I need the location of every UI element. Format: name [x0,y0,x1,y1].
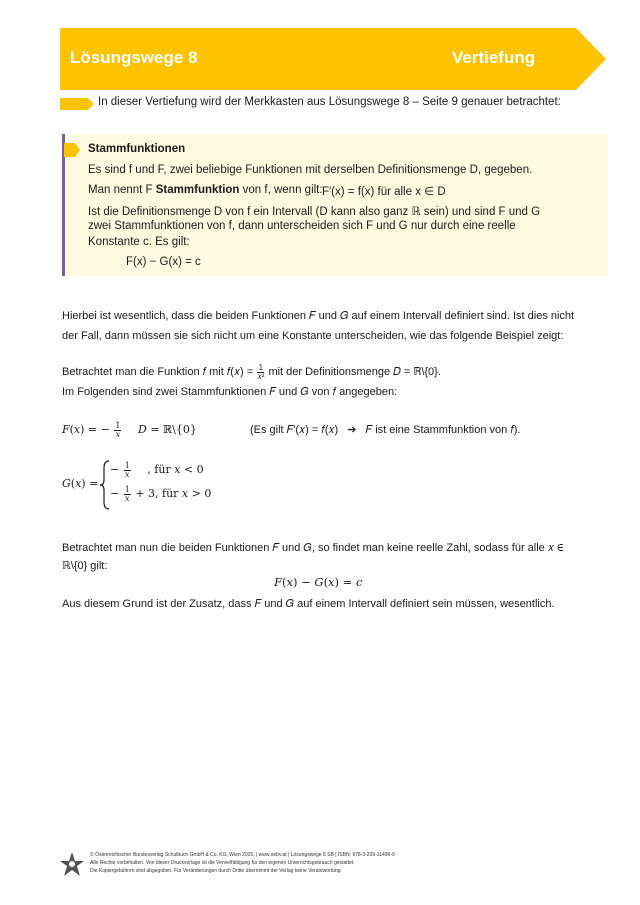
intro-arrow-icon [60,98,94,110]
F-lhs: 𝐹(𝑥) = − [62,423,110,436]
G-case-1: − $\frac{1}{\text{𝑥}}$ , für 𝑥 < 0 [110,460,204,479]
para4-line1: Betrachtet man nun die beiden Funktionen 𝐹 und 𝐺, so findet man keine reelle Zahl, sodass für alle 𝑥 ∈ [62,542,564,554]
para2 [62,362,441,382]
merkkasten-formula: F(x) − G(x) = c [126,256,201,268]
merkkasten-title: Stammfunktionen [88,143,186,155]
G-case-2: − $\frac{1}{\text{𝑥}}$ + 3, für 𝑥 > 0 [110,484,212,503]
para2-post: mit der Definitionsmenge 𝐷 = ℝ\{0}. [268,366,441,378]
publisher-logo-icon [60,852,84,878]
arrow-right-icon: ➔ [347,424,357,436]
F-domain: 𝐷 = ℝ\{0} [138,423,197,436]
merkkasten-line-4: zwei Stammfunktionen von f, dann unterscheiden sich F und G nur durch eine reelle [88,220,516,232]
line2-bold: Stammfunktion [155,184,240,196]
merkkasten-tag-icon [64,143,80,157]
merkkasten-definition-formula: F′(x) = f(x) für alle x ∈ D [322,186,446,198]
header-banner [60,28,606,90]
F-note [250,420,520,440]
para2-fraction: $\frac{1}{\text{𝑥²}}$ [257,362,265,381]
cases-brace-icon [100,460,110,510]
para1-line2: der Fall, dann müssen sie sich nicht um eine Konstante unterscheiden, wie das folgende Beispiel zeigt: [62,330,564,342]
footer [60,852,620,882]
merkkasten-line-2 [88,184,323,196]
merkkasten-line-1: Es sind f und F, zwei beliebige Funktionen mit derselben Definitionsmenge D, gegeben. [88,164,533,176]
header-section: Vertiefung [452,48,536,67]
line2-pre: Man nennt F [88,184,156,196]
center-formula: 𝐹(𝑥) − 𝐺(𝑥) = 𝑐 [274,575,363,589]
merkkasten-line-3: Ist die Definitionsmenge D von f ein Intervall (D kann also ganz ℝ sein) und sind F und G [88,206,541,218]
para3: Im Folgenden sind zwei Stammfunktionen 𝐹 und 𝐺 von 𝑓 angegeben: [62,386,398,398]
G-lhs: 𝐺(𝑥) = [62,477,99,490]
header-title: Lösungswege 8 [70,48,198,67]
merkkasten [62,134,608,276]
F-fraction: $\frac{1}{\text{𝑥}}$ [115,420,121,439]
G-case2-fraction: $\frac{1}{\text{𝑥}}$ [124,484,130,503]
para5: Aus diesem Grund ist der Zusatz, dass 𝐹 und 𝐺 auf einem Intervall definiert sein müssen, wesentlich. [62,598,555,610]
F-note-post: 𝐹 ist eine Stammfunktion von 𝑓). [365,424,521,436]
para2-pre: Betrachtet man die Funktion 𝑓 mit 𝑓(𝑥) = [62,366,254,378]
footer-line-1: © Österreichischer Bundesverlag Schulbuch GmbH & Co. KG, Wien 2025. | www.oebv.at | Lösungswege 8 SB | ISBN: 978-3-209-11496-9 [90,852,395,858]
footer-line-3: Die Kopiergebühren sind abgegolten. Für Veränderungen durch Dritte übernimmt der Verlag keine Verantwortung. [90,868,342,874]
intro-line [60,96,600,112]
G-case1-fraction: $\frac{1}{\text{𝑥}}$ [124,460,130,479]
merkkasten-line-5: Konstante c. Es gilt: [88,236,190,248]
F-note-pre: (Es gilt 𝐹′(𝑥) = 𝑓(𝑥) [250,424,339,436]
para4-line2: ℝ\{0} gilt: [62,560,108,572]
F-definition [62,420,122,440]
line2-post: von f, wenn gilt: [239,184,323,196]
para1-line1: Hierbei ist wesentlich, dass die beiden Funktionen 𝐹 und 𝐺 auf einem Intervall definiert sind. Ist dies nicht [62,310,575,322]
intro-text: In dieser Vertiefung wird der Merkkasten aus Lösungswege 8 – Seite 9 genauer betrachtet: [98,96,561,108]
footer-line-2: Alle Rechte vorbehalten. Von dieser Druckvorlage ist die Vervielfältigung für den eigenen Unterrichtsgebrauch gestattet. [90,860,355,866]
